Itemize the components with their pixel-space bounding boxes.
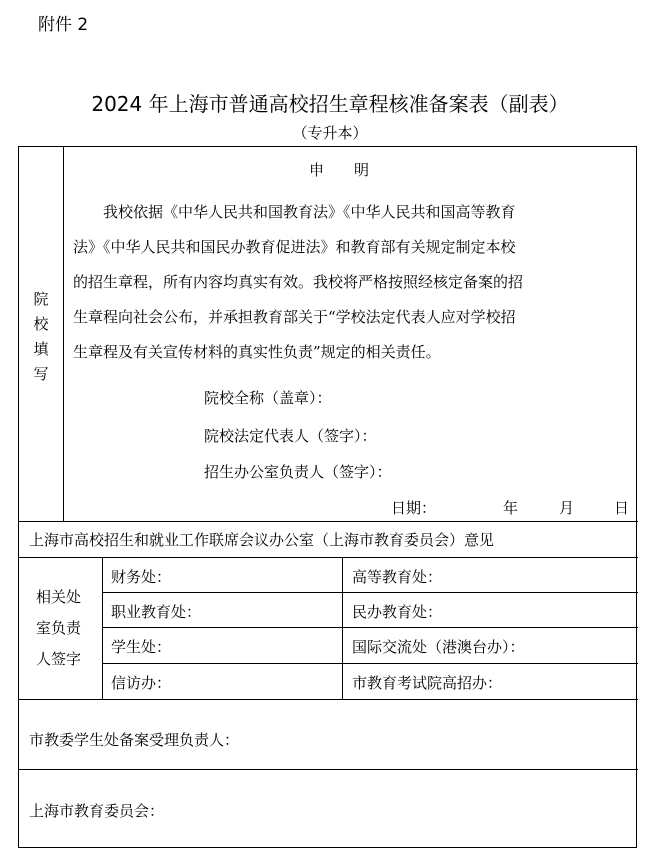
statement-line: 生章程向社会公布，并承担教育部关于“学校法定代表人应对学校招 (73, 308, 516, 326)
education-commission-field[interactable]: 上海市教育委员会： (29, 802, 165, 820)
school-section-divider (63, 147, 64, 521)
higher-education-office-signature-field[interactable]: 高等教育处： (352, 568, 443, 586)
date-label: 日期： (391, 499, 437, 517)
signature-col-divider (342, 557, 343, 699)
filing-form (18, 146, 637, 848)
attachment-label: 附件 2 (38, 15, 89, 35)
signature-row-rule-3 (102, 663, 638, 664)
signature-row-rule-2 (102, 627, 638, 628)
petitions-office-signature-field[interactable]: 信访办： (111, 674, 172, 692)
school-section-bottom-rule (19, 521, 638, 522)
opinion-header-bottom-rule (19, 557, 638, 558)
private-education-office-signature-field[interactable]: 民办教育处： (352, 603, 443, 621)
international-exchange-office-signature-field[interactable]: 国际交流处（港澳台办）： (352, 638, 525, 656)
student-affairs-office-signature-field[interactable]: 学生处： (111, 638, 172, 656)
statement-line: 法》《中华人民共和国民办教育促进法》和教育部有关规定制定本校 (73, 238, 516, 256)
school-full-name-field[interactable]: 院校全称（盖章）： (204, 389, 332, 407)
signatures-side-label-line: 人签字 (36, 650, 82, 668)
opinion-header: 上海市高校招生和就业工作联席会议办公室（上海市教育委员会）意见 (29, 531, 495, 549)
signatures-side-label-line: 相关处 (36, 588, 82, 606)
filing-officer-field[interactable]: 市教委学生处备案受理负责人： (29, 731, 240, 749)
exam-authority-admissions-signature-field[interactable]: 市教育考试院高招办： (352, 674, 503, 692)
date-day-label: 日 (614, 499, 630, 517)
legal-representative-field[interactable]: 院校法定代表人（签字）： (204, 427, 377, 445)
signature-grid-divider (102, 557, 103, 699)
statement-line: 的招生章程，所有内容均真实有效。我校将严格按照经核定备案的招 (73, 273, 524, 291)
vocational-education-office-signature-field[interactable]: 职业教育处： (111, 603, 202, 621)
document-title: 2024 年上海市普通高校招生章程核准备案表（副表） (91, 92, 569, 116)
filing-officer-bottom-rule (19, 769, 638, 770)
signature-row-rule-1 (102, 592, 638, 593)
finance-office-signature-field[interactable]: 财务处： (111, 568, 172, 586)
signatures-side-label-line: 室负责 (36, 619, 82, 637)
document-subtitle: （专升本） (292, 124, 368, 142)
school-fill-side-label: 院 校 填 写 (33, 290, 49, 383)
signature-section-bottom-rule (19, 699, 638, 700)
statement-line: 生章程及有关宣传材料的真实性负责”规定的相关责任。 (73, 343, 441, 361)
statement-line: 我校依据《中华人民共和国教育法》《中华人民共和国高等教育 (73, 203, 516, 221)
date-year-label: 年 (503, 499, 519, 517)
declaration-heading: 申 明 (309, 161, 370, 179)
admissions-head-field[interactable]: 招生办公室负责人（签字）： (204, 463, 392, 481)
date-month-label: 月 (559, 499, 575, 517)
